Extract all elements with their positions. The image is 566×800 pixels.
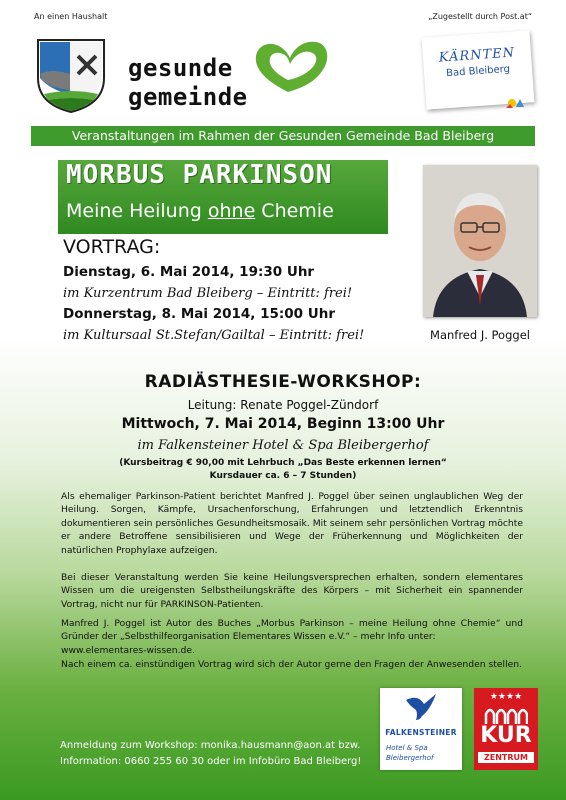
workshop-leitung: Leitung: Renate Poggel-Zündorf bbox=[187, 398, 379, 412]
household-note: An einen Haushalt bbox=[34, 12, 108, 21]
workshop-place: im Falkensteiner Hotel & Spa Bleibergerhof bbox=[137, 438, 429, 453]
vortrag-date-1: Dienstag, 6. Mai 2014, 19:30 Uhr bbox=[63, 264, 315, 280]
vortrag-heading: VORTRAG: bbox=[63, 236, 161, 258]
kaernten-word: KÄRNTEN bbox=[438, 45, 516, 66]
brand-line-2: gemeinde bbox=[128, 83, 248, 111]
closing-paragraph: Nach einem ca. einstündigen Vortrag wird sich der Autor gerne den Fragen der Anwesenden stellen. bbox=[61, 659, 523, 670]
workshop-fee: (Kursbeitrag € 90,00 mit Lehrbuch „Das Beste erkennen lernen“ bbox=[119, 458, 447, 468]
subtitle-part-2: Chemie bbox=[255, 200, 334, 222]
sun-icon bbox=[504, 94, 528, 110]
kurzentrum-logo bbox=[474, 688, 538, 770]
workshop-heading: RADIÄSTHESIE-WORKSHOP: bbox=[144, 372, 422, 392]
description-paragraph-2: Bei dieser Veranstaltung werden Sie keine Heilungsversprechen erhalten, sondern elementares Wissen um die ureigensten Selbstheilungskräfte des Körpers – mit Sicherheit ein spannender Vortrag, nicht nur für PARKINSON-Patienten. bbox=[61, 572, 523, 610]
kur-word: KUR bbox=[480, 723, 532, 748]
speaker-name: Manfred J. Poggel bbox=[430, 328, 530, 342]
brand-line-1: gesunde bbox=[128, 54, 233, 82]
page-subtitle bbox=[66, 200, 334, 222]
falkensteiner-sub-1: Hotel & Spa bbox=[386, 744, 428, 752]
heart-icon bbox=[250, 38, 330, 98]
author-text: Manfred J. Poggel ist Autor des Buches „Morbus Parkinson – meine Heilung ohne Chemie“ und Gründer der „Selbsthilfeorganisation Elementares Wissen e.V.“ – mehr Info unter: bbox=[61, 618, 523, 643]
speaker-portrait bbox=[423, 165, 537, 317]
falkensteiner-name: FALKENSTEINER bbox=[385, 728, 457, 737]
workshop-duration: Kursdauer ca. 6 – 7 Stunden) bbox=[209, 471, 357, 481]
subtitle-underlined: ohne bbox=[207, 200, 256, 222]
stars-icon: ★★★★ bbox=[489, 692, 523, 702]
falcon-icon bbox=[404, 692, 438, 722]
falkensteiner-sub-2: Bleibergerhof bbox=[386, 754, 434, 762]
author-paragraph bbox=[61, 617, 523, 657]
website-link[interactable]: www.elementares-wissen.de. bbox=[61, 644, 195, 656]
brand-wordmark bbox=[128, 54, 248, 112]
postage-note: „Zugestellt durch Post.at“ bbox=[428, 12, 532, 21]
kaernten-place: Bad Bleiberg bbox=[445, 63, 511, 80]
description-paragraph-1: Als ehemaliger Parkinson-Patient berichtet Manfred J. Poggel über seinen unglaublichen Weg der Heilung. Sorgen, Kämpfe, Ursachenforschung, Erfahrungen und letztendlich Erkenntnis dokumentieren sein persönliches Gesundheitsmosaik. Mit seinem sehr persönlichen Vortrag möchte er andere Betroffene sensibilisieren und Wege der Früherkennung und Möglichkeiten der natürlichen Prophylaxe aufzeigen. bbox=[61, 491, 523, 556]
registration-line-1: Anmeldung zum Workshop: monika.hausmann@aon.at bzw. bbox=[60, 740, 361, 751]
vortrag-date-2: Donnerstag, 8. Mai 2014, 15:00 Uhr bbox=[63, 306, 336, 322]
subtitle-bar: Veranstaltungen im Rahmen der Gesunden Gemeinde Bad Bleiberg bbox=[31, 126, 535, 146]
registration-info bbox=[60, 738, 361, 770]
falkensteiner-logo bbox=[380, 688, 462, 770]
vortrag-place-1: im Kurzentrum Bad Bleiberg – Eintritt: frei! bbox=[63, 286, 353, 301]
arches-icon bbox=[484, 704, 528, 724]
page-title: MORBUS PARKINSON bbox=[66, 160, 333, 190]
subtitle-part-1: Meine Heilung bbox=[66, 200, 208, 222]
municipal-crest-icon bbox=[30, 34, 112, 116]
registration-line-2: Information: 0660 255 60 30 oder im Infobüro Bad Bleiberg! bbox=[60, 756, 362, 767]
zentrum-word: ZENTRUM bbox=[478, 752, 534, 763]
workshop-date: Mittwoch, 7. Mai 2014, Beginn 13:00 Uhr bbox=[121, 416, 445, 432]
vortrag-place-2: im Kultursaal St.Stefan/Gailtal – Eintritt: frei! bbox=[63, 328, 365, 343]
